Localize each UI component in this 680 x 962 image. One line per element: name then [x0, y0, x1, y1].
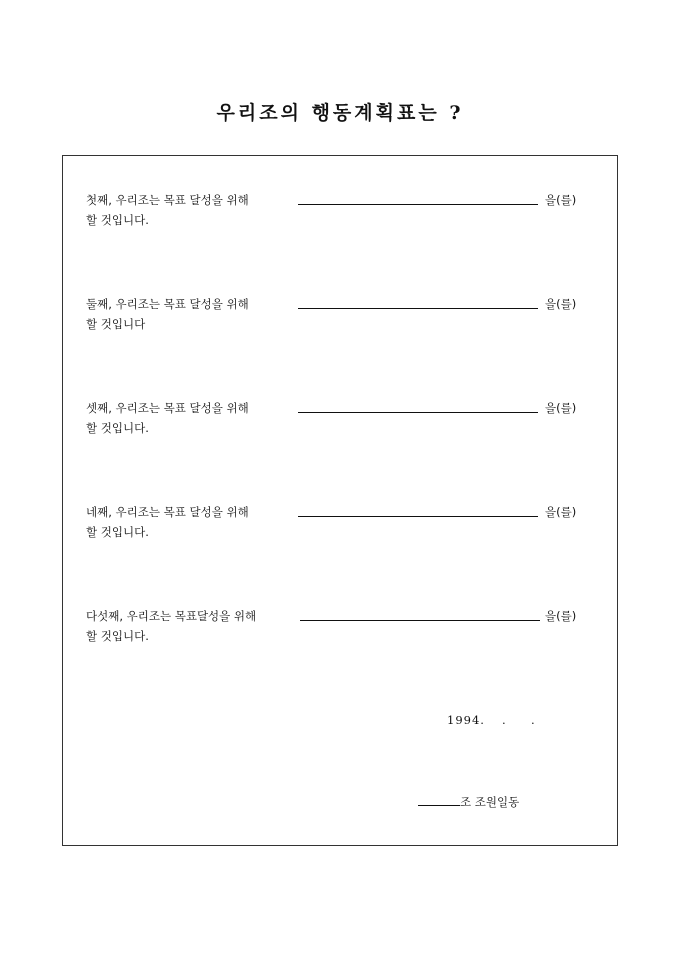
fill-in-blank[interactable] — [298, 204, 538, 205]
page-title: 우리조의 행동계획표는 ? — [216, 102, 464, 124]
action-item-2 — [86, 294, 586, 334]
team-number-blank[interactable] — [418, 795, 460, 806]
date-month-dot: . — [502, 713, 506, 727]
item-line2: 할 것입니다. — [86, 213, 149, 227]
item-suffix: 을(를) — [545, 609, 577, 623]
item-prefix: 첫째, 우리조는 목표 달성을 위해 — [86, 193, 249, 207]
date-day-dot: . — [531, 713, 535, 727]
item-suffix: 을(를) — [545, 505, 577, 519]
item-line2: 할 것입니다. — [86, 421, 149, 435]
fill-in-blank[interactable] — [298, 308, 538, 309]
fill-in-blank[interactable] — [298, 412, 538, 413]
fill-in-blank[interactable] — [300, 620, 540, 621]
document-frame — [62, 155, 618, 846]
fill-in-blank[interactable] — [298, 516, 538, 517]
item-line2: 할 것입니다. — [86, 629, 149, 643]
signature-line — [418, 794, 519, 810]
item-prefix: 셋째, 우리조는 목표 달성을 위해 — [86, 401, 249, 415]
item-suffix: 을(를) — [545, 401, 577, 415]
action-item-5 — [86, 606, 586, 646]
date-year: 1994. — [447, 713, 485, 727]
item-prefix: 네째, 우리조는 목표 달성을 위해 — [86, 505, 249, 519]
signature-text: 조 조원일동 — [460, 795, 520, 809]
action-item-4 — [86, 502, 586, 542]
item-suffix: 을(를) — [545, 297, 577, 311]
item-prefix: 둘째, 우리조는 목표 달성을 위해 — [86, 297, 249, 311]
action-item-3 — [86, 398, 586, 438]
action-item-1 — [86, 190, 586, 230]
item-line2: 할 것입니다 — [86, 317, 146, 331]
item-suffix: 을(를) — [545, 193, 577, 207]
item-line2: 할 것입니다. — [86, 525, 149, 539]
item-prefix: 다섯째, 우리조는 목표달성을 위해 — [86, 609, 257, 623]
